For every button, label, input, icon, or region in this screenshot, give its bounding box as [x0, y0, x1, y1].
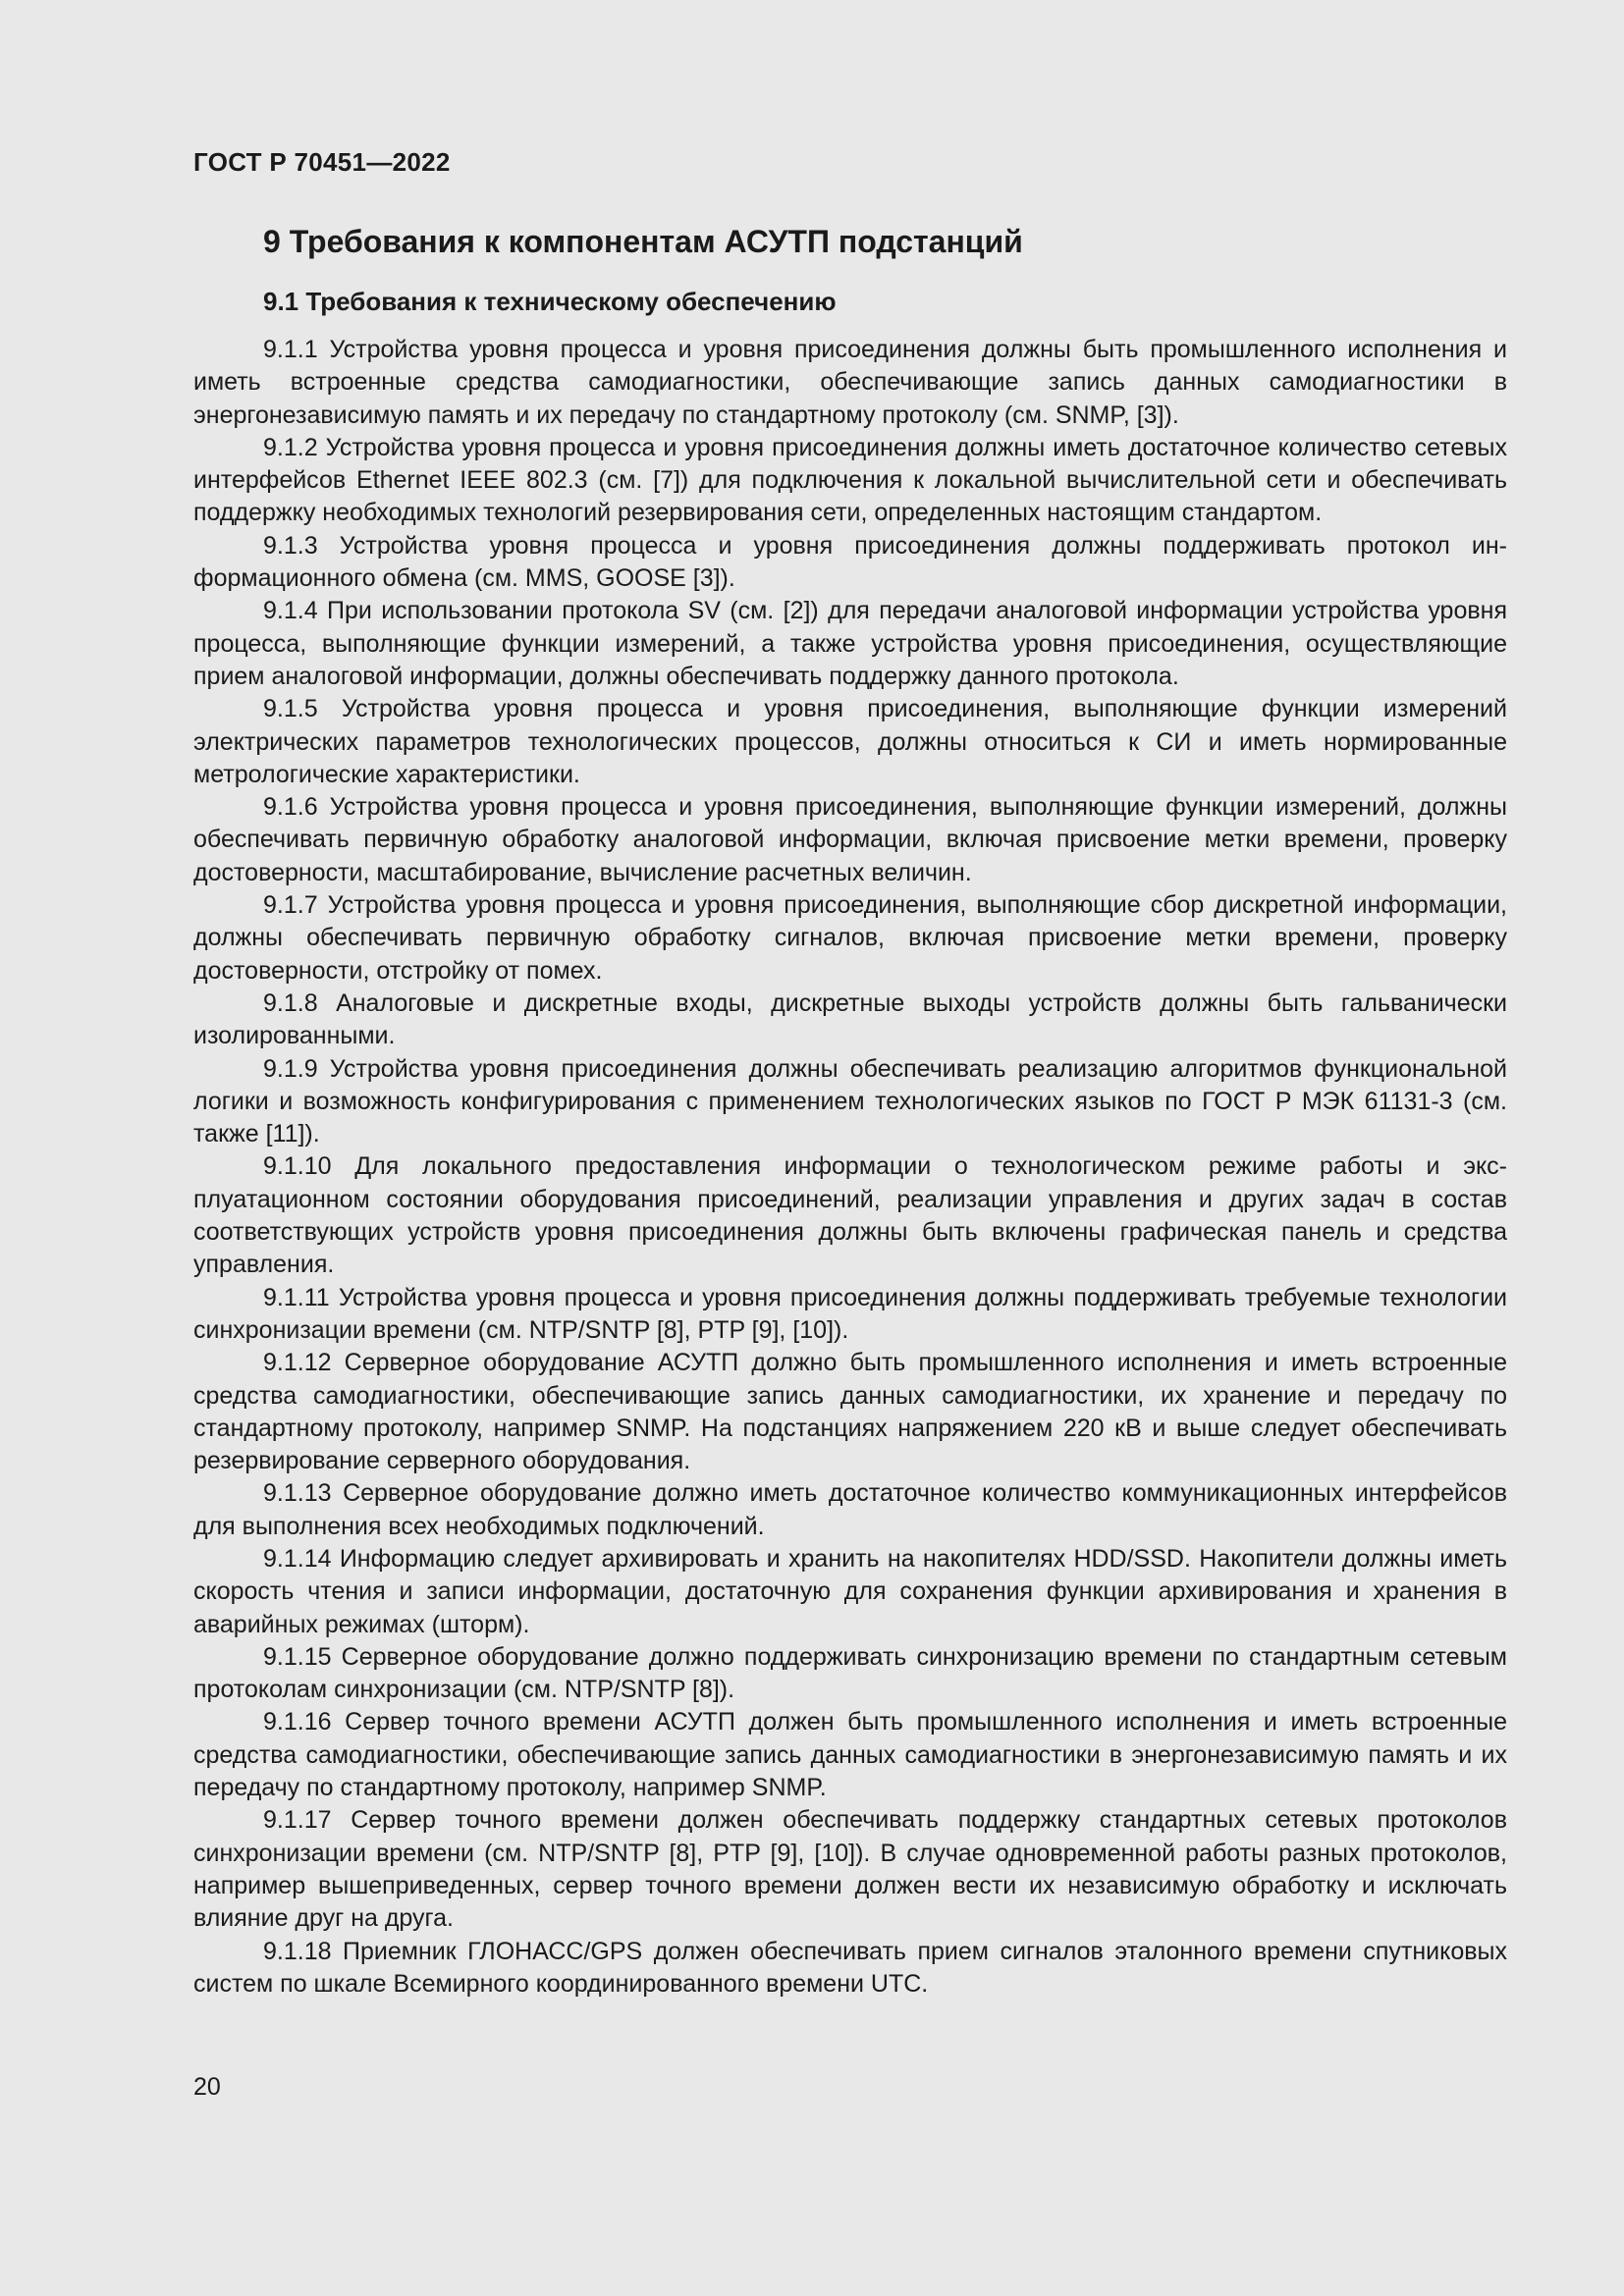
body-text — [193, 334, 1507, 2001]
paragraph-9-1-6: 9.1.6 Устройства уровня процесса и уровня присоединения, выполняющие функции измерений, должны обеспечивать первичную обработку аналоговой информации, включая присвоение метки времени, проверку достоверности, масштабирование, вычисление расчетных величин. — [193, 793, 1507, 886]
page-number: 20 — [193, 2073, 221, 2101]
paragraph-9-1-10: 9.1.10 Для локального предоставления информации о технологическом режиме работы и эксплуатационном состоянии оборудования присоединений, реализации управления и других задач в состав соответствующих устройств уровня присоединения должны быть включены графическая панель и средства управления. — [193, 1152, 1507, 1279]
paragraph-9-1-9: 9.1.9 Устройства уровня присоединения должны обеспечивать реализацию алгоритмов функциональной логики и возможность конфигурирования с применением технологических языков по ГОСТ Р МЭК 61131-3 (см. также [11]). — [193, 1054, 1507, 1148]
paragraph-9-1-11: 9.1.11 Устройства уровня процесса и уровня присоединения должны поддерживать требуемые технологии синхронизации времени (см. NTP/SNTP [8], PTP [9], [10]). — [193, 1283, 1507, 1344]
document-code: ГОСТ Р 70451—2022 — [193, 147, 451, 177]
subsection-title: 9.1 Требования к техническому обеспечению — [263, 287, 837, 316]
paragraph-9-1-1: 9.1.1 Устройства уровня процесса и уровня присоединения должны быть промышленного исполнения и иметь встроенные средства самодиагностики, обеспечивающие запись данных самодиагностики в энергонезависимую память и их передачу по стандартному протоколу (см. SNMP, [3]). — [193, 336, 1507, 429]
paragraph-9-1-7: 9.1.7 Устройства уровня процесса и уровня присоединения, выполняющие сбор дискретной информации, должны обеспечивать первичную обработку сигналов, включая присвоение метки времени, проверку достоверности, отстройку от помех. — [193, 891, 1507, 985]
paragraph-9-1-16: 9.1.16 Сервер точного времени АСУТП должен быть промышленного исполнения и иметь встроенные средства самодиагностики, обеспечивающие запись данных самодиагностики в энергонезависимую память и их передачу по стандартному протоколу, например SNMP. — [193, 1708, 1507, 1802]
paragraph-9-1-18: 9.1.18 Приемник ГЛОНАСС/GPS должен обеспечивать прием сигналов эталонного времени спутниковых систем по шкале Всемирного координированного времени UTC. — [193, 1937, 1507, 1998]
paragraph-9-1-2: 9.1.2 Устройства уровня процесса и уровня присоединения должны иметь достаточное количество сетевых интерфейсов Ethernet IEEE 802.3 (см. [7]) для подключения к локальной вычислительной сети и обеспечивать поддержку необходимых технологий резервирования сети, определенных настоящим стандартом. — [193, 433, 1507, 527]
paragraph-9-1-4: 9.1.4 При использовании протокола SV (см. [2]) для передачи аналоговой информации устройства уровня процесса, выполняющие функции измерений, а также устройства уровня присоединения, осуществляющие прием аналоговой информации, должны обеспечивать поддержку данного протокола. — [193, 597, 1507, 690]
paragraph-9-1-3: 9.1.3 Устройства уровня процесса и уровня присоединения должны поддерживать протокол информационного обмена (см. MMS, GOOSE [3]). — [193, 531, 1507, 593]
paragraph-9-1-8: 9.1.8 Аналоговые и дискретные входы, дискретные выходы устройств должны быть гальванически изолированными. — [193, 988, 1507, 1050]
paragraph-9-1-14: 9.1.14 Информацию следует архивировать и хранить на накопителях HDD/SSD. Накопители должны иметь скорость чтения и записи информации, достаточную для сохранения функции архивирования и хранения в аварийных режимах (шторм). — [193, 1544, 1507, 1638]
paragraph-9-1-17: 9.1.17 Сервер точного времени должен обеспечивать поддержку стандартных сетевых протоколов синхронизации времени (см. NTP/SNTP [8], PTP [9], [10]). В случае одновременной работы разных протоколов, например вышеприведенных, сервер точного времени должен вести их независимую обработку и исключать влияние друг на друга. — [193, 1806, 1507, 1933]
section-title: 9 Требования к компонентам АСУТП подстанций — [263, 224, 1023, 259]
paragraph-9-1-13: 9.1.13 Серверное оборудование должно иметь достаточное количество коммуникационных интерфейсов для выполнения всех необходимых подключений. — [193, 1479, 1507, 1540]
paragraph-9-1-5: 9.1.5 Устройства уровня процесса и уровня присоединения, выполняющие функции измерений электрических параметров технологических процессов, должны относиться к СИ и иметь нормированные метрологические характеристики. — [193, 695, 1507, 788]
paragraph-9-1-12: 9.1.12 Серверное оборудование АСУТП должно быть промышленного исполнения и иметь встроенные средства самодиагностики, обеспечивающие запись данных самодиагностики, их хранение и передачу по стандартному протоколу, например SNMP. На подстанциях напряжением 220 кВ и выше следует обеспечивать резервирование серверного оборудования. — [193, 1349, 1507, 1475]
paragraph-9-1-15: 9.1.15 Серверное оборудование должно поддерживать синхронизацию времени по стандартным сетевым протоколам синхронизации (см. NTP/SNTP [8]). — [193, 1642, 1507, 1704]
